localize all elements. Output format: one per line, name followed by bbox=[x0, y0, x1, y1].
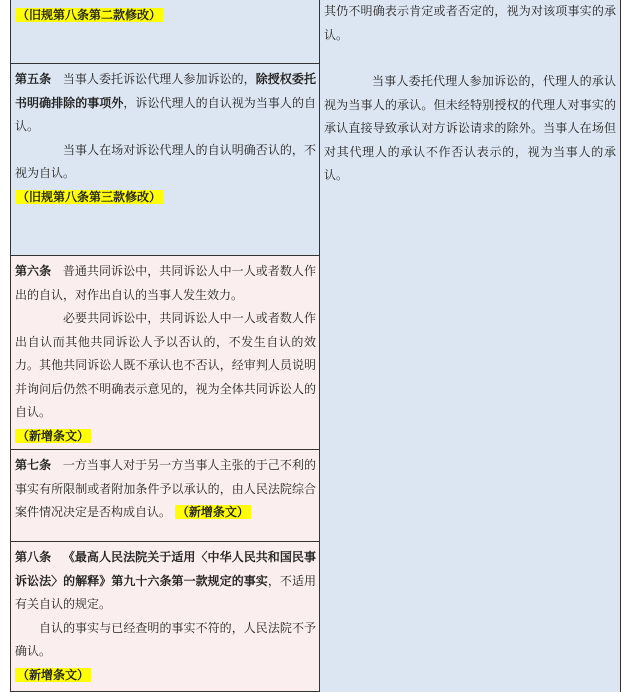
article-text: ，不适用有关自认的规定。 bbox=[15, 573, 316, 611]
comparison-table bbox=[10, 0, 620, 692]
article-heading: 第八条 bbox=[15, 550, 52, 564]
article-text: 当事人委托诉讼代理人参加诉讼的， bbox=[62, 72, 256, 86]
revision-tag: （新增条文） bbox=[17, 428, 90, 443]
article-text-emphasis: 除授权委托书明确排除的事项外 bbox=[15, 72, 316, 110]
revision-tag: （新增条文） bbox=[17, 667, 90, 682]
article-paragraph: 当事人在场对诉讼代理人的自认明确否认的，不视为自认。 bbox=[15, 142, 316, 180]
article-heading: 第七条 bbox=[15, 458, 52, 472]
article-heading: 第五条 bbox=[15, 72, 52, 86]
article-text: 普通共同诉讼中，共同诉讼人中一人或者数人作出的自认，对作出自认的当事人发生效力。 bbox=[15, 264, 316, 302]
article-heading: 第六条 bbox=[15, 264, 52, 278]
cell-old-rule-8-2 bbox=[10, 0, 320, 64]
article-text-emphasis: 《最高人民法院关于适用〈中华人民共和国民事诉讼法〉的解释》第九十六条第一款规定的事实 bbox=[15, 550, 316, 588]
right-column bbox=[320, 0, 621, 692]
revision-tag: （旧规第八条第二款修改） bbox=[17, 8, 162, 22]
cell-article-7 bbox=[10, 450, 320, 542]
article-text: 一方当事人对于另一方当事人主张的于己不利的事实有所限制或者附加条件予以承认的，由人民法院综合案件情况决定是否构成自认。 bbox=[15, 458, 316, 519]
article-paragraph: 必要共同诉讼中，共同诉讼人中一人或者数人作出自认而其他共同诉讼人予以否认的，不发生自认的效力。其他共同诉讼人既不承认也不否认，经审判人员说明并询问后仍然不明确表示意见的，视为全体共同诉讼人的自认。 bbox=[15, 311, 316, 419]
article-paragraph: 自认的事实与已经查明的事实不符的，人民法院不予确认。 bbox=[15, 620, 316, 658]
cell-article-6 bbox=[10, 256, 320, 450]
right-text-agent-admission: 当事人委托代理人参加诉讼的，代理人的承认视为当事人的承认。但未经特别授权的代理人对事实的承认直接导致承认对方诉讼请求的除外。当事人在场但对其代理人的承认不作否认表示的，视为当事人的承认。 bbox=[324, 74, 616, 182]
cell-article-5 bbox=[10, 64, 320, 256]
right-text-continuation: 其仍不明确表示肯定或者否定的，视为对该项事实的承认。 bbox=[324, 4, 616, 42]
cell-article-8 bbox=[10, 542, 320, 692]
column-divider bbox=[319, 0, 320, 692]
article-text: ，诉讼代理人的自认视为当事人的自认。 bbox=[15, 95, 316, 133]
revision-tag: （旧规第八条第三款修改） bbox=[17, 189, 162, 204]
revision-tag: （新增条文） bbox=[176, 505, 249, 519]
